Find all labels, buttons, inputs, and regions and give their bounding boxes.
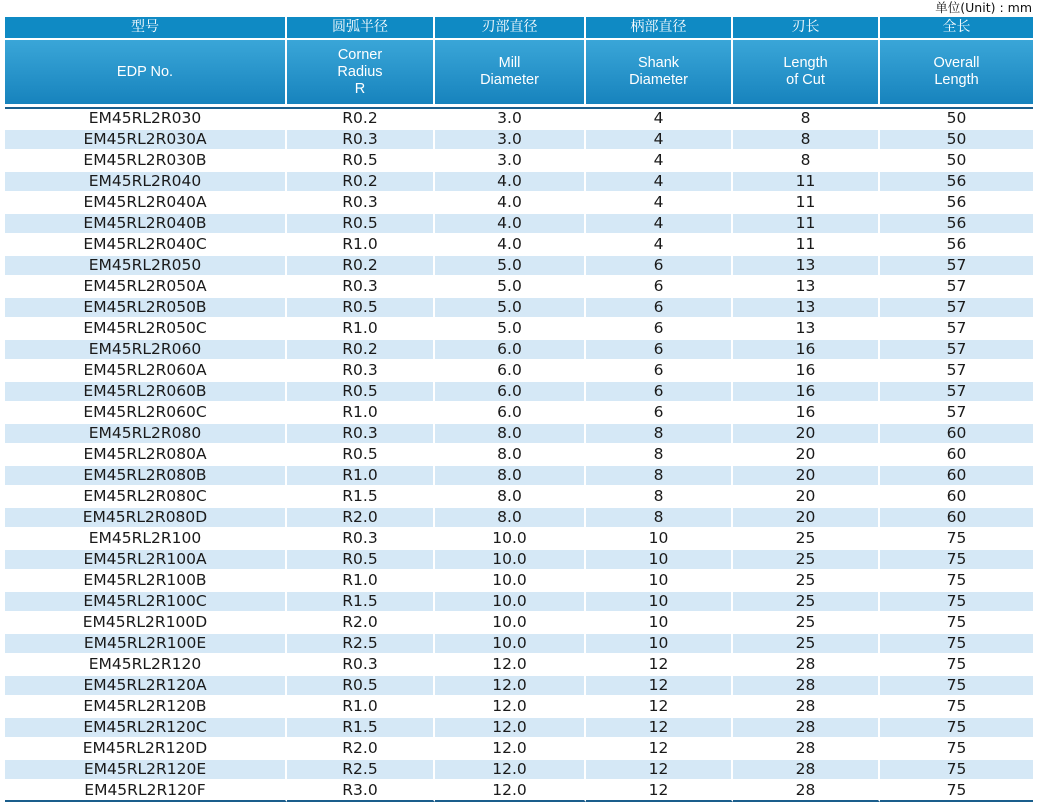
- cell-shank-diameter: 4: [586, 130, 733, 151]
- cell-length-of-cut: 11: [733, 235, 880, 256]
- cell-shank-diameter: 12: [586, 781, 733, 802]
- cell-edp-no: EM45RL2R080C: [5, 487, 287, 508]
- cell-length-of-cut: 8: [733, 130, 880, 151]
- cell-edp-no: EM45RL2R100B: [5, 571, 287, 592]
- header-en-line: Diameter: [629, 72, 688, 88]
- cell-corner-radius: R1.0: [287, 319, 435, 340]
- cell-mill-diameter: 8.0: [435, 466, 586, 487]
- cell-corner-radius: R1.0: [287, 697, 435, 718]
- table-row: [5, 193, 1033, 214]
- cell-shank-diameter: 12: [586, 760, 733, 781]
- cell-shank-diameter: 10: [586, 550, 733, 571]
- cell-edp-no: EM45RL2R080A: [5, 445, 287, 466]
- cell-corner-radius: R2.0: [287, 613, 435, 634]
- cell-corner-radius: R0.2: [287, 172, 435, 193]
- cell-mill-diameter: 6.0: [435, 340, 586, 361]
- cell-length-of-cut: 20: [733, 508, 880, 529]
- cell-mill-diameter: 8.0: [435, 424, 586, 445]
- cell-overall-length: 60: [880, 487, 1033, 508]
- header-cn-corner-radius: 圆弧半径: [287, 17, 435, 40]
- table-row: [5, 298, 1033, 319]
- cell-length-of-cut: 25: [733, 592, 880, 613]
- cell-mill-diameter: 6.0: [435, 382, 586, 403]
- table-row: [5, 172, 1033, 193]
- cell-length-of-cut: 16: [733, 403, 880, 424]
- header-en-line: EDP No.: [116, 63, 174, 80]
- cell-mill-diameter: 5.0: [435, 256, 586, 277]
- cell-overall-length: 56: [880, 214, 1033, 235]
- cell-mill-diameter: 8.0: [435, 508, 586, 529]
- cell-length-of-cut: 28: [733, 760, 880, 781]
- cell-length-of-cut: 20: [733, 424, 880, 445]
- cell-mill-diameter: 10.0: [435, 592, 586, 613]
- table-row: [5, 214, 1033, 235]
- cell-overall-length: 60: [880, 445, 1033, 466]
- cell-overall-length: 57: [880, 403, 1033, 424]
- cell-overall-length: 75: [880, 550, 1033, 571]
- cell-corner-radius: R0.3: [287, 130, 435, 151]
- cell-corner-radius: R0.3: [287, 361, 435, 382]
- header-en-corner-radius: [287, 40, 435, 104]
- cell-shank-diameter: 6: [586, 340, 733, 361]
- header-en-line: Length: [934, 72, 979, 88]
- cell-corner-radius: R0.3: [287, 193, 435, 214]
- cell-corner-radius: R0.5: [287, 550, 435, 571]
- table-row: [5, 760, 1033, 781]
- cell-overall-length: 50: [880, 109, 1033, 130]
- cell-shank-diameter: 6: [586, 277, 733, 298]
- cell-mill-diameter: 5.0: [435, 298, 586, 319]
- cell-overall-length: 75: [880, 697, 1033, 718]
- cell-edp-no: EM45RL2R040A: [5, 193, 287, 214]
- cell-shank-diameter: 6: [586, 256, 733, 277]
- cell-edp-no: EM45RL2R060: [5, 340, 287, 361]
- cell-mill-diameter: 12.0: [435, 676, 586, 697]
- table-row: [5, 634, 1033, 655]
- cell-corner-radius: R0.2: [287, 109, 435, 130]
- table-row: [5, 781, 1033, 802]
- cell-corner-radius: R1.5: [287, 718, 435, 739]
- table-row: [5, 697, 1033, 718]
- cell-overall-length: 75: [880, 613, 1033, 634]
- table-row: [5, 466, 1033, 487]
- cell-shank-diameter: 12: [586, 655, 733, 676]
- table-row: [5, 739, 1033, 760]
- table-row: [5, 151, 1033, 172]
- table-row: [5, 109, 1033, 130]
- cell-edp-no: EM45RL2R120E: [5, 760, 287, 781]
- cell-edp-no: EM45RL2R030: [5, 109, 287, 130]
- cell-overall-length: 75: [880, 676, 1033, 697]
- cell-shank-diameter: 4: [586, 172, 733, 193]
- cell-edp-no: EM45RL2R100E: [5, 634, 287, 655]
- cell-mill-diameter: 10.0: [435, 571, 586, 592]
- cell-mill-diameter: 8.0: [435, 487, 586, 508]
- cell-edp-no: EM45RL2R100: [5, 529, 287, 550]
- cell-length-of-cut: 28: [733, 676, 880, 697]
- cell-edp-no: EM45RL2R120D: [5, 739, 287, 760]
- cell-corner-radius: R3.0: [287, 781, 435, 802]
- cell-mill-diameter: 10.0: [435, 634, 586, 655]
- header-en-line: Length: [783, 55, 828, 71]
- cell-length-of-cut: 16: [733, 340, 880, 361]
- table-row: [5, 361, 1033, 382]
- header-en-mill-diameter: [435, 40, 586, 104]
- cell-mill-diameter: 12.0: [435, 781, 586, 802]
- header-en-line: Radius: [337, 63, 383, 80]
- cell-shank-diameter: 6: [586, 361, 733, 382]
- cell-shank-diameter: 4: [586, 235, 733, 256]
- table-row: [5, 235, 1033, 256]
- cell-corner-radius: R1.0: [287, 571, 435, 592]
- cell-mill-diameter: 12.0: [435, 760, 586, 781]
- cell-shank-diameter: 8: [586, 508, 733, 529]
- cell-length-of-cut: 16: [733, 382, 880, 403]
- cell-corner-radius: R0.5: [287, 151, 435, 172]
- cell-shank-diameter: 12: [586, 739, 733, 760]
- cell-length-of-cut: 20: [733, 466, 880, 487]
- cell-mill-diameter: 6.0: [435, 361, 586, 382]
- cell-overall-length: 56: [880, 235, 1033, 256]
- cell-overall-length: 50: [880, 130, 1033, 151]
- cell-length-of-cut: 11: [733, 214, 880, 235]
- header-cn-length-of-cut: 刃长: [733, 17, 880, 40]
- cell-mill-diameter: 3.0: [435, 130, 586, 151]
- cell-overall-length: 57: [880, 382, 1033, 403]
- cell-corner-radius: R1.5: [287, 592, 435, 613]
- header-cn-mill-diameter: 刃部直径: [435, 17, 586, 40]
- header-cn-edp: 型号: [5, 17, 287, 40]
- table-row: [5, 508, 1033, 529]
- table-row: [5, 676, 1033, 697]
- table-row: [5, 340, 1033, 361]
- cell-length-of-cut: 25: [733, 550, 880, 571]
- spec-table: [5, 17, 1033, 802]
- cell-overall-length: 56: [880, 172, 1033, 193]
- cell-edp-no: EM45RL2R030B: [5, 151, 287, 172]
- cell-edp-no: EM45RL2R120F: [5, 781, 287, 802]
- cell-corner-radius: R0.5: [287, 298, 435, 319]
- cell-edp-no: EM45RL2R120A: [5, 676, 287, 697]
- cell-mill-diameter: 12.0: [435, 739, 586, 760]
- cell-overall-length: 60: [880, 466, 1033, 487]
- header-en-line: Mill: [498, 55, 521, 71]
- cell-shank-diameter: 8: [586, 424, 733, 445]
- cell-overall-length: 60: [880, 508, 1033, 529]
- header-en-line: Corner: [337, 46, 383, 63]
- cell-overall-length: 57: [880, 277, 1033, 298]
- cell-length-of-cut: 20: [733, 445, 880, 466]
- cell-corner-radius: R0.3: [287, 655, 435, 676]
- cell-edp-no: EM45RL2R040B: [5, 214, 287, 235]
- cell-overall-length: 60: [880, 424, 1033, 445]
- cell-overall-length: 75: [880, 781, 1033, 802]
- cell-mill-diameter: 10.0: [435, 529, 586, 550]
- cell-mill-diameter: 5.0: [435, 319, 586, 340]
- cell-shank-diameter: 10: [586, 571, 733, 592]
- cell-corner-radius: R1.0: [287, 403, 435, 424]
- table-row: [5, 529, 1033, 550]
- cell-length-of-cut: 11: [733, 193, 880, 214]
- cell-corner-radius: R2.0: [287, 508, 435, 529]
- table-row: [5, 424, 1033, 445]
- cell-edp-no: EM45RL2R100D: [5, 613, 287, 634]
- cell-shank-diameter: 8: [586, 487, 733, 508]
- cell-shank-diameter: 6: [586, 319, 733, 340]
- header-en-line: R: [354, 80, 366, 97]
- cell-length-of-cut: 25: [733, 571, 880, 592]
- cell-length-of-cut: 28: [733, 718, 880, 739]
- cell-length-of-cut: 13: [733, 256, 880, 277]
- cell-edp-no: EM45RL2R040: [5, 172, 287, 193]
- cell-length-of-cut: 20: [733, 487, 880, 508]
- cell-edp-no: EM45RL2R060C: [5, 403, 287, 424]
- cell-corner-radius: R0.5: [287, 445, 435, 466]
- header-en-edp: [5, 40, 287, 104]
- cell-corner-radius: R0.3: [287, 424, 435, 445]
- cell-mill-diameter: 10.0: [435, 613, 586, 634]
- cell-corner-radius: R0.5: [287, 676, 435, 697]
- cell-edp-no: EM45RL2R080: [5, 424, 287, 445]
- cell-edp-no: EM45RL2R050A: [5, 277, 287, 298]
- cell-length-of-cut: 13: [733, 319, 880, 340]
- table-row: [5, 256, 1033, 277]
- table-row: [5, 382, 1033, 403]
- cell-overall-length: 57: [880, 340, 1033, 361]
- cell-mill-diameter: 12.0: [435, 718, 586, 739]
- header-en-line: Overall: [933, 55, 980, 71]
- cell-shank-diameter: 6: [586, 403, 733, 424]
- table-row: [5, 550, 1033, 571]
- cell-length-of-cut: 28: [733, 697, 880, 718]
- cell-length-of-cut: 13: [733, 298, 880, 319]
- cell-edp-no: EM45RL2R100C: [5, 592, 287, 613]
- table-row: [5, 319, 1033, 340]
- cell-corner-radius: R2.5: [287, 634, 435, 655]
- header-row-en: [5, 40, 1033, 104]
- cell-mill-diameter: 10.0: [435, 550, 586, 571]
- cell-overall-length: 57: [880, 298, 1033, 319]
- cell-shank-diameter: 4: [586, 193, 733, 214]
- cell-mill-diameter: 4.0: [435, 214, 586, 235]
- cell-shank-diameter: 12: [586, 697, 733, 718]
- cell-shank-diameter: 10: [586, 592, 733, 613]
- header-row-cn: [5, 17, 1033, 40]
- cell-corner-radius: R0.3: [287, 277, 435, 298]
- cell-edp-no: EM45RL2R120: [5, 655, 287, 676]
- cell-mill-diameter: 5.0: [435, 277, 586, 298]
- cell-corner-radius: R1.0: [287, 235, 435, 256]
- cell-mill-diameter: 3.0: [435, 109, 586, 130]
- table-row: [5, 718, 1033, 739]
- table-header: [5, 17, 1033, 109]
- header-en-length-of-cut: [733, 40, 880, 104]
- cell-corner-radius: R0.3: [287, 529, 435, 550]
- cell-overall-length: 57: [880, 361, 1033, 382]
- cell-corner-radius: R1.5: [287, 487, 435, 508]
- table-row: [5, 403, 1033, 424]
- cell-corner-radius: R0.2: [287, 256, 435, 277]
- cell-corner-radius: R0.2: [287, 340, 435, 361]
- cell-shank-diameter: 8: [586, 445, 733, 466]
- cell-edp-no: EM45RL2R100A: [5, 550, 287, 571]
- header-cn-overall-length: 全长: [880, 17, 1033, 40]
- header-en-line: Shank: [637, 55, 680, 71]
- cell-overall-length: 75: [880, 760, 1033, 781]
- table-row: [5, 613, 1033, 634]
- header-en-line: Diameter: [480, 72, 539, 88]
- cell-shank-diameter: 8: [586, 466, 733, 487]
- cell-shank-diameter: 12: [586, 718, 733, 739]
- cell-overall-length: 57: [880, 256, 1033, 277]
- cell-overall-length: 75: [880, 655, 1033, 676]
- cell-mill-diameter: 4.0: [435, 193, 586, 214]
- header-en-shank-diameter: [586, 40, 733, 104]
- cell-length-of-cut: 28: [733, 739, 880, 760]
- cell-overall-length: 75: [880, 634, 1033, 655]
- cell-shank-diameter: 10: [586, 634, 733, 655]
- cell-mill-diameter: 3.0: [435, 151, 586, 172]
- cell-shank-diameter: 12: [586, 676, 733, 697]
- cell-length-of-cut: 11: [733, 172, 880, 193]
- header-cn-shank-diameter: 柄部直径: [586, 17, 733, 40]
- table-row: [5, 571, 1033, 592]
- cell-edp-no: EM45RL2R030A: [5, 130, 287, 151]
- cell-edp-no: EM45RL2R060B: [5, 382, 287, 403]
- cell-edp-no: EM45RL2R050: [5, 256, 287, 277]
- cell-edp-no: EM45RL2R050C: [5, 319, 287, 340]
- table-body: [5, 109, 1033, 802]
- cell-shank-diameter: 10: [586, 529, 733, 550]
- cell-mill-diameter: 8.0: [435, 445, 586, 466]
- cell-length-of-cut: 16: [733, 361, 880, 382]
- table-row: [5, 655, 1033, 676]
- table-row: [5, 130, 1033, 151]
- cell-edp-no: EM45RL2R080D: [5, 508, 287, 529]
- cell-mill-diameter: 6.0: [435, 403, 586, 424]
- cell-overall-length: 75: [880, 739, 1033, 760]
- cell-edp-no: EM45RL2R050B: [5, 298, 287, 319]
- cell-edp-no: EM45RL2R120B: [5, 697, 287, 718]
- cell-overall-length: 50: [880, 151, 1033, 172]
- cell-mill-diameter: 12.0: [435, 697, 586, 718]
- cell-length-of-cut: 28: [733, 781, 880, 802]
- cell-edp-no: EM45RL2R040C: [5, 235, 287, 256]
- cell-overall-length: 75: [880, 571, 1033, 592]
- cell-overall-length: 56: [880, 193, 1033, 214]
- cell-length-of-cut: 28: [733, 655, 880, 676]
- cell-corner-radius: R2.5: [287, 760, 435, 781]
- cell-length-of-cut: 25: [733, 634, 880, 655]
- cell-overall-length: 75: [880, 592, 1033, 613]
- cell-shank-diameter: 10: [586, 613, 733, 634]
- cell-edp-no: EM45RL2R060A: [5, 361, 287, 382]
- cell-shank-diameter: 6: [586, 298, 733, 319]
- cell-shank-diameter: 6: [586, 382, 733, 403]
- cell-mill-diameter: 4.0: [435, 235, 586, 256]
- cell-overall-length: 75: [880, 529, 1033, 550]
- cell-length-of-cut: 25: [733, 613, 880, 634]
- header-en-line: of Cut: [786, 72, 825, 88]
- cell-corner-radius: R0.5: [287, 382, 435, 403]
- table-row: [5, 592, 1033, 613]
- cell-length-of-cut: 25: [733, 529, 880, 550]
- cell-length-of-cut: 13: [733, 277, 880, 298]
- cell-overall-length: 57: [880, 319, 1033, 340]
- cell-corner-radius: R0.5: [287, 214, 435, 235]
- cell-length-of-cut: 8: [733, 109, 880, 130]
- cell-shank-diameter: 4: [586, 109, 733, 130]
- cell-overall-length: 75: [880, 718, 1033, 739]
- cell-length-of-cut: 8: [733, 151, 880, 172]
- cell-edp-no: EM45RL2R080B: [5, 466, 287, 487]
- cell-shank-diameter: 4: [586, 151, 733, 172]
- cell-shank-diameter: 4: [586, 214, 733, 235]
- cell-edp-no: EM45RL2R120C: [5, 718, 287, 739]
- table-row: [5, 445, 1033, 466]
- cell-mill-diameter: 12.0: [435, 655, 586, 676]
- table-row: [5, 277, 1033, 298]
- header-en-overall-length: [880, 40, 1033, 104]
- table-row: [5, 487, 1033, 508]
- cell-corner-radius: R2.0: [287, 739, 435, 760]
- cell-corner-radius: R1.0: [287, 466, 435, 487]
- cell-mill-diameter: 4.0: [435, 172, 586, 193]
- unit-note: 单位(Unit) : mm: [935, 0, 1032, 15]
